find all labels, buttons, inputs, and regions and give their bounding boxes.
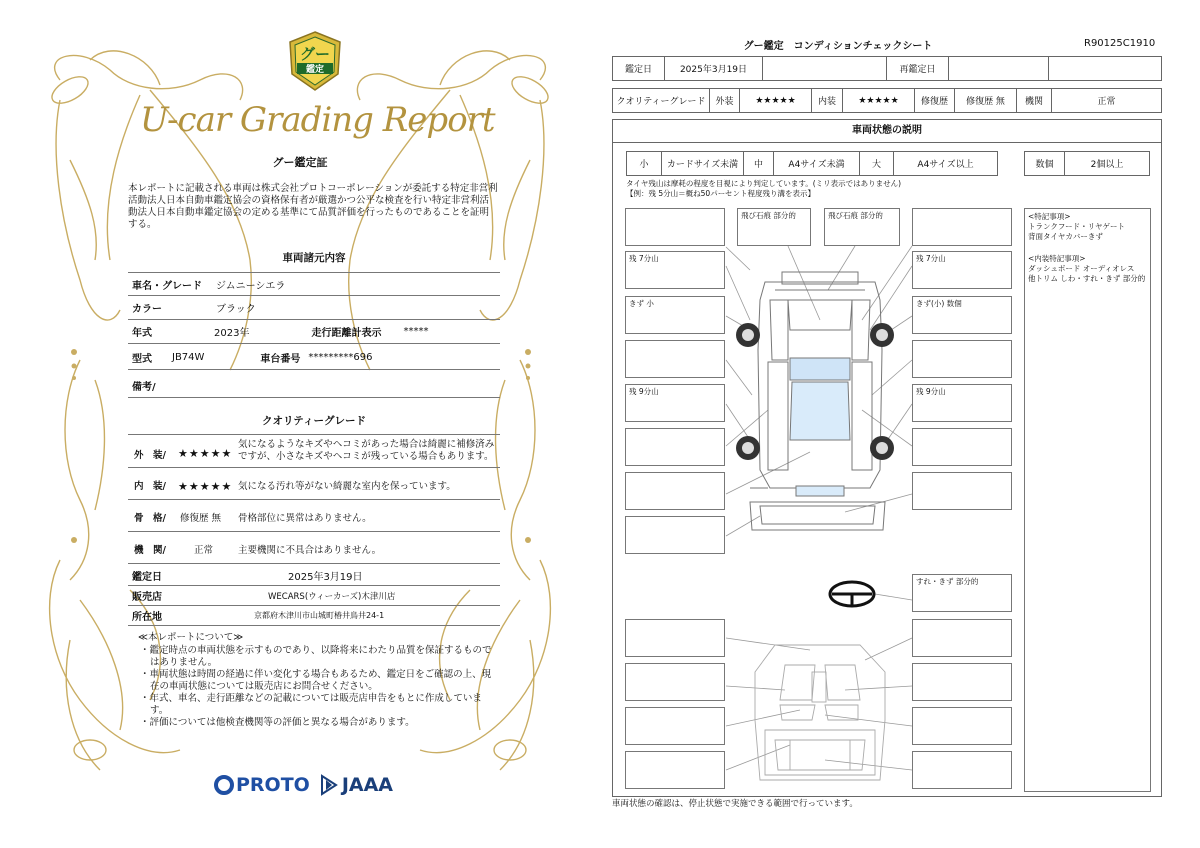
callout-box [912, 428, 1012, 466]
name-value: ジムニーシエラ [216, 280, 286, 292]
disclaimer-item: ・評価については他検査機関等の評価と異なる場合があります。 [140, 717, 415, 728]
quality-heading: クオリティーグレード [262, 415, 366, 427]
size-small-label: 小 [627, 152, 662, 176]
model-value: JB74W [172, 352, 205, 363]
report-title: U-car Grading Report [140, 100, 495, 140]
specs-heading: 車両諸元内容 [282, 252, 346, 264]
model-label: 型式 [132, 354, 152, 365]
appraisal-date-label: 鑑定日 [132, 572, 162, 583]
shop-value: WECARS(ウィーカーズ)木津川店 [268, 591, 396, 602]
callout-rear-right-tire: 残 9分山 [912, 384, 1012, 422]
jaaa-logo: JAAA [320, 774, 393, 796]
size-medium-desc: A4サイズ未満 [774, 152, 860, 176]
callout-box [625, 472, 725, 510]
year-label: 年式 [132, 328, 152, 339]
disclaimer-title: ≪本レポートについて≫ [138, 632, 244, 643]
frame-value: 修復歴 無 [180, 513, 222, 524]
address-value: 京都府木津川市山城町椿井鳥井24-1 [254, 611, 385, 620]
condition-check-sheet [600, 0, 1200, 848]
callout-box [625, 751, 725, 789]
engine-value: 正常 [194, 545, 214, 556]
callout-box [625, 707, 725, 745]
appraisal-date-value: 2025年3月19日 [665, 57, 763, 81]
disclaimer [138, 632, 498, 729]
exterior-stars: ★★★★★ [740, 89, 812, 113]
callout-rear-left-tire: 残 9分山 [625, 384, 725, 422]
shop-label: 販売店 [132, 592, 162, 603]
tire-note-line: タイヤ残山は摩耗の程度を目視により判定しています。(ミリ表示ではありません) [626, 179, 902, 188]
proto-mark-icon [214, 775, 234, 795]
size-medium-label: 中 [744, 152, 774, 176]
special-note: トランクフード・リヤゲート [1028, 222, 1125, 231]
count-label: 数個 [1025, 152, 1065, 176]
interior-label: 内装 [812, 89, 843, 113]
callout-box [625, 428, 725, 466]
callout-box [625, 208, 725, 246]
car-interior-view [755, 645, 885, 780]
interior-notes-title: <内装特記事項> [1028, 254, 1086, 263]
callout-left-scratch: きず 小 [625, 296, 725, 334]
exterior-label: 外 装/ [134, 450, 166, 461]
special-note: 背面タイヤカバーきず [1028, 232, 1103, 241]
exterior-stars: ★★★★★ [178, 447, 233, 460]
frame-label: 骨 格/ [134, 513, 166, 524]
engine-label: 機関 [1017, 89, 1052, 113]
address-label: 所在地 [132, 612, 162, 623]
frame-desc: 骨格部位に異常はありません。 [238, 513, 372, 524]
interior-desc: 気になる汚れ等がない綺麗な室内を保っています。 [238, 481, 456, 492]
size-large-label: 大 [860, 152, 894, 176]
engine-desc: 主要機関に不具合はありません。 [238, 545, 382, 556]
reappraisal-date-label: 再鑑定日 [887, 57, 949, 81]
disclaimer-item: ・鑑定時点の車両状態を示すものであり、以降将来にわたり品質を保証するものではありません。 [140, 645, 492, 668]
spec-row-name [128, 272, 500, 296]
callout-box [912, 751, 1012, 789]
interior-label: 内 装/ [134, 481, 166, 492]
spec-row-remarks [128, 374, 500, 398]
callout-top-stone-chip-left: 飛び石痕 部分的 [737, 208, 811, 246]
color-label: カラー [132, 304, 162, 315]
footer-logos [214, 768, 414, 802]
callout-box [625, 619, 725, 657]
year-value: 2023年 [214, 328, 250, 339]
interior-stars: ★★★★★ [178, 480, 233, 493]
interior-note: 他トリム しわ・すれ・きず 部分的 [1028, 274, 1146, 283]
jaaa-mark-icon [320, 774, 338, 796]
repair-history-label: 修復歴 [915, 89, 955, 113]
quality-row-frame [128, 500, 500, 532]
quality-row-interior [128, 468, 500, 500]
callout-right-scratch: きず(小) 数個 [912, 296, 1012, 334]
color-value: ブラック [216, 304, 256, 315]
special-notes-title: <特記事項> [1028, 212, 1071, 221]
callout-box [625, 340, 725, 378]
appraisal-date-value: 2025年3月19日 [288, 572, 363, 583]
exterior-label: 外装 [710, 89, 740, 113]
appraisal-date-label: 鑑定日 [613, 57, 665, 81]
engine-label: 機 関/ [134, 545, 166, 556]
shop-row [128, 586, 500, 606]
proto-logo: PROTO [214, 774, 310, 796]
callout-box [625, 516, 725, 554]
tire-note-example: 【例：残 5分山＝概ね50パーセント程度残り溝を表示】 [626, 189, 816, 198]
callout-box [912, 472, 1012, 510]
quality-row-engine [128, 532, 500, 564]
size-large-desc: A4サイズ以上 [894, 152, 998, 176]
callout-front-right-tire: 残 7分山 [912, 251, 1012, 289]
callout-front-left-tire: 残 7分山 [625, 251, 725, 289]
quality-row-exterior [128, 434, 500, 468]
disclaimer-item: ・年式、車名、走行距離などの記載については販売店申告をもとに作成しています。 [140, 693, 482, 716]
car-top-view [750, 272, 885, 530]
certificate-title: グー鑑定証 [272, 156, 328, 169]
odometer-value: ***** [403, 326, 429, 337]
spec-row-color [128, 296, 500, 320]
engine-value: 正常 [1052, 89, 1162, 113]
condition-description-title: 車両状態の説明 [612, 119, 1162, 143]
callout-box [912, 208, 1012, 246]
special-notes-box [1024, 208, 1151, 792]
serial-number: R90125C1910 [1084, 38, 1156, 49]
exterior-desc: 気になるようなキズやヘコミがあった場合は綺麗に補修済みですが、小さなキズやヘコミが残っている場合もあります。 [238, 439, 495, 462]
chassis-label: 車台番号 [260, 354, 301, 365]
interior-note: ダッシュボード オーディオレス [1028, 264, 1135, 273]
callout-box [912, 619, 1012, 657]
callout-top-stone-chip-right: 飛び石痕 部分的 [824, 208, 900, 246]
repair-history-value: 修復歴 無 [955, 89, 1017, 113]
certificate-body: 本レポートに記載される車両は株式会社プロトコーポレーションが委託する特定非営利活動法人日本自動車鑑定協会の資格保有者が厳選かつ公平な検査を行い特定非営利活動法人日本自動車鑑定協会の定める基準にて品質評価を行ったものであることを証明する。 [128, 183, 498, 230]
chassis-value: *********696 [308, 352, 373, 363]
address-row [128, 606, 500, 626]
callout-box [625, 663, 725, 701]
appraisal-date-row [128, 566, 500, 586]
callout-steering-wear: すれ・きず 部分的 [912, 574, 1012, 612]
callout-box [912, 663, 1012, 701]
count-desc: 2個以上 [1065, 152, 1150, 176]
steering-wheel-icon [830, 582, 874, 606]
sheet-title: グー鑑定 コンディションチェックシート [743, 41, 933, 52]
size-small-desc: カードサイズ未満 [662, 152, 744, 176]
spec-row-year [128, 320, 500, 344]
callout-box [912, 340, 1012, 378]
footer-note: 車両状態の確認は、停止状態で実施できる範囲で行っています。 [612, 799, 858, 809]
odometer-label: 走行距離計表示 [311, 328, 382, 339]
name-label: 車名・グレード [132, 280, 202, 292]
remarks-label: 備考/ [132, 382, 156, 393]
interior-stars: ★★★★★ [843, 89, 915, 113]
callout-box [912, 707, 1012, 745]
badge-top-text: グー [299, 45, 331, 63]
badge-bottom-text: 鑑定 [305, 65, 325, 75]
quality-grade-label: クオリティーグレード [613, 89, 710, 113]
goo-appraisal-badge-icon [286, 30, 344, 92]
disclaimer-item: ・車両状態は時間の経過に伴い変化する場合もあるため、鑑定日をご確認の上、現在の車両状態については販売店にお問合せください。 [140, 669, 492, 692]
spec-row-model [128, 346, 500, 370]
